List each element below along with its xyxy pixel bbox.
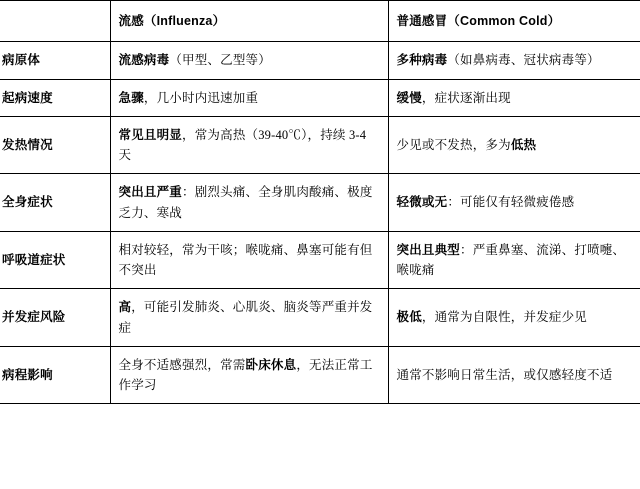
column-header-influenza [110, 1, 388, 42]
cell-text: ，通常为自限性，并发症少见 [421, 310, 588, 325]
cell-text: ，常为高热（39-40℃），持续 3-4 天 [118, 127, 367, 162]
cell-emphasis: 缓慢 [396, 90, 422, 105]
table-row [0, 42, 640, 79]
table-row [0, 79, 640, 116]
column-header-common-cold-label: 普通感冒（Common Cold） [396, 14, 561, 28]
cell-emphasis: 常见且明显 [118, 127, 183, 142]
cell-text: 相对较轻，常为干咳；喉咙痛、鼻塞可能有但不突出 [118, 242, 373, 277]
cell-influenza-fever [110, 116, 388, 174]
cell-influenza-systemic [110, 174, 388, 232]
cell-emphasis: 突出且严重 [118, 185, 183, 200]
table-row [0, 116, 640, 174]
cell-text: ：可能仅有轻微疲倦感 [447, 195, 575, 210]
table-row [0, 289, 640, 347]
cell-text: 少见或不发热，多为 [396, 137, 511, 152]
cell-influenza-pathogen [110, 42, 388, 79]
row-label-respiratory-symptoms: 呼吸道症状 [0, 231, 110, 289]
cell-text: ：剧烈头痛、全身肌肉酸痛、极度乏力、寒战 [118, 185, 373, 220]
cell-influenza-onset [110, 79, 388, 116]
cell-text: ，几小时内迅速加重 [143, 90, 259, 105]
table-row [0, 346, 640, 404]
row-label-onset-speed: 起病速度 [0, 79, 110, 116]
cell-cold-systemic [388, 174, 640, 232]
cell-influenza-complications [110, 289, 388, 347]
row-label-complication-risk: 并发症风险 [0, 289, 110, 347]
cell-cold-complications [388, 289, 640, 347]
cell-emphasis: 轻微或无 [396, 195, 448, 210]
cell-cold-respiratory [388, 231, 640, 289]
cell-text: ，症状逐渐出现 [421, 90, 511, 105]
cell-cold-onset [388, 79, 640, 116]
cell-text: 通常不影响日常生活，或仅感轻度不适 [396, 367, 613, 382]
cell-text: ，无法正常工作学习 [118, 357, 373, 392]
row-label-fever: 发热情况 [0, 116, 110, 174]
cell-emphasis: 低热 [510, 137, 537, 152]
row-label-pathogen: 病原体 [0, 42, 110, 79]
cell-text: （甲型、乙型等） [169, 53, 271, 68]
cell-emphasis: 极低 [396, 310, 422, 325]
table-row [0, 174, 640, 232]
cell-text: ，可能引发肺炎、心肌炎、脑炎等严重并发症 [118, 300, 373, 335]
table-corner-cell [0, 1, 110, 42]
cell-influenza-respiratory [110, 231, 388, 289]
cell-emphasis: 高 [118, 300, 132, 315]
cell-emphasis: 多种病毒 [396, 53, 448, 68]
cell-cold-fever [388, 116, 640, 174]
cell-text: 全身不适感强烈，常需 [118, 357, 246, 372]
cell-text: （如鼻病毒、冠状病毒等） [447, 53, 600, 68]
cell-text: ：严重鼻塞、流涕、打喷嚏、喉咙痛 [396, 242, 626, 277]
cell-emphasis: 突出且典型 [396, 242, 461, 257]
cell-emphasis: 卧床休息 [245, 357, 297, 372]
row-label-disease-impact: 病程影响 [0, 346, 110, 404]
cell-influenza-impact [110, 346, 388, 404]
cell-cold-pathogen [388, 42, 640, 79]
cell-emphasis: 流感病毒 [118, 53, 170, 68]
cell-emphasis: 急骤 [118, 90, 144, 105]
column-header-influenza-label: 流感（Influenza） [118, 14, 226, 28]
table-row [0, 231, 640, 289]
column-header-common-cold [388, 1, 640, 42]
row-label-systemic-symptoms: 全身症状 [0, 174, 110, 232]
table-header-row [0, 1, 640, 42]
cell-cold-impact [388, 346, 640, 404]
